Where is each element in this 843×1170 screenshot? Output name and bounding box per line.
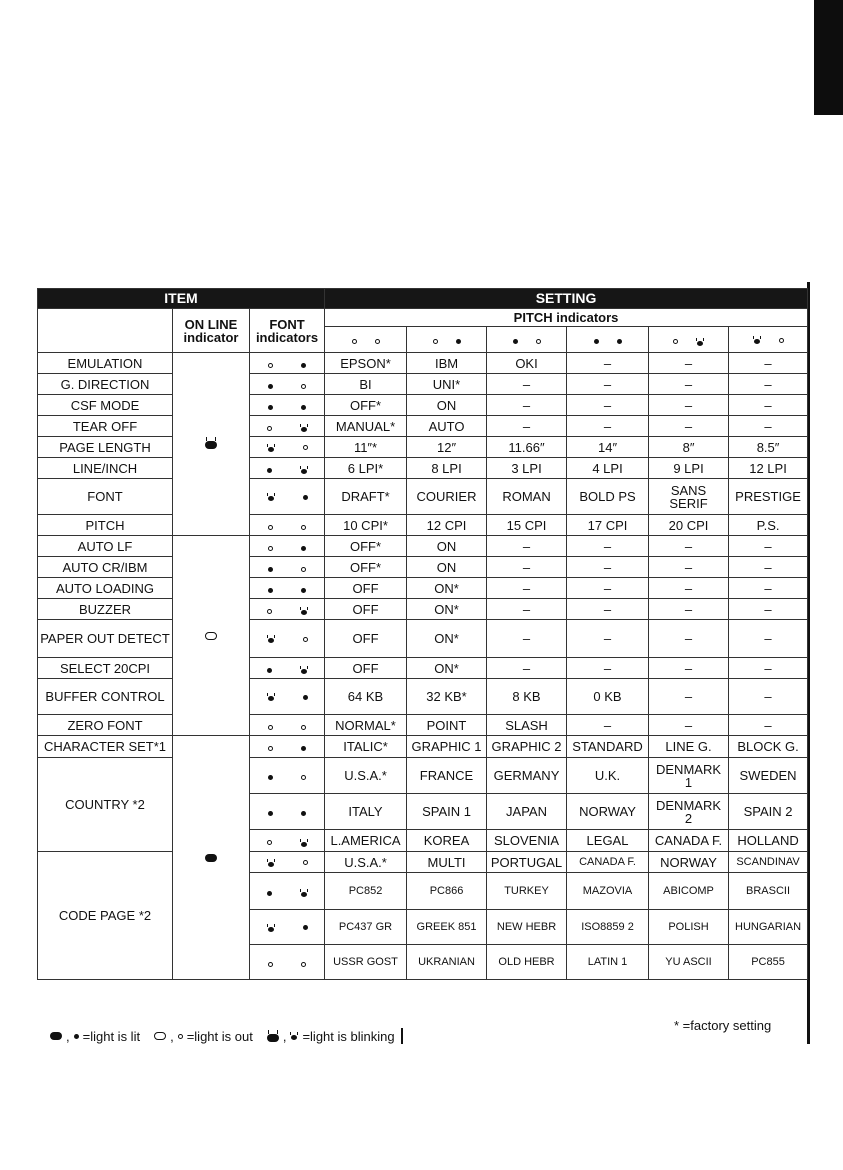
setting-cell: FRANCE (407, 758, 487, 794)
table-row (38, 458, 808, 479)
table-row (38, 599, 808, 620)
setting-cell: NORMAL* (325, 715, 407, 736)
setting-cell: SCANDINAV (729, 852, 808, 873)
setting-cell: TURKEY (487, 873, 567, 910)
setting-cell: – (649, 395, 729, 416)
font-indicator (250, 945, 325, 980)
setting-cell: – (649, 374, 729, 395)
setting-cell: – (567, 620, 649, 658)
setting-cell: STANDARD (567, 736, 649, 758)
lit-dot-icon (74, 1034, 79, 1039)
font-indicator (250, 679, 325, 715)
setting-cell: OFF (325, 599, 407, 620)
setting-cell: GRAPHIC 1 (407, 736, 487, 758)
page-edge-tab (814, 0, 843, 115)
setting-cell: OFF* (325, 536, 407, 557)
lit-symbol-icon (50, 1032, 62, 1040)
setting-cell: ON* (407, 578, 487, 599)
setting-cell: – (487, 620, 567, 658)
setting-cell: – (567, 374, 649, 395)
setting-cell: DRAFT* (325, 479, 407, 515)
setting-cell: – (567, 599, 649, 620)
setting-cell: 14″ (567, 437, 649, 458)
setting-cell: EPSON* (325, 353, 407, 374)
setting-cell: DENMARK 1 (649, 758, 729, 794)
row-label: AUTO LOADING (38, 578, 173, 599)
factory-setting-note: * =factory setting (674, 1018, 772, 1033)
table-row (38, 578, 808, 599)
setting-cell: MULTI (407, 852, 487, 873)
row-label: PAGE LENGTH (38, 437, 173, 458)
setting-cell: SPAIN 2 (729, 794, 808, 830)
setting-cell: – (487, 374, 567, 395)
setting-cell: IBM (407, 353, 487, 374)
table-row (38, 679, 808, 715)
setting-cell: – (649, 536, 729, 557)
setting-cell: COURIER (407, 479, 487, 515)
online-out-indicator (173, 536, 250, 736)
row-label: ZERO FONT (38, 715, 173, 736)
setting-cell: 0 KB (567, 679, 649, 715)
setting-cell: – (567, 658, 649, 679)
setting-cell: UKRANIAN (407, 945, 487, 980)
setting-cell: – (649, 599, 729, 620)
text-cursor-bar (401, 1028, 403, 1044)
setting-cell: – (567, 715, 649, 736)
legend-out: , =light is out (154, 1029, 253, 1044)
row-label: CODE PAGE *2 (38, 852, 173, 980)
setting-cell: – (567, 578, 649, 599)
setting-cell: BRASCII (729, 873, 808, 910)
row-label: PAPER OUT DETECT (38, 620, 173, 658)
setting-cell: SLOVENIA (487, 830, 567, 852)
setting-cell: DENMARK 2 (649, 794, 729, 830)
font-indicator (250, 658, 325, 679)
setting-cell: – (487, 395, 567, 416)
table-row (38, 736, 808, 758)
setting-cell: PC855 (729, 945, 808, 980)
row-label: PITCH (38, 515, 173, 536)
setting-cell: – (649, 658, 729, 679)
pitch-indicators-header: PITCH indicators (325, 309, 808, 327)
online-indicator-header: ON LINE indicator (173, 309, 250, 353)
setting-cell: 20 CPI (649, 515, 729, 536)
setting-cell: ON* (407, 620, 487, 658)
out-symbol-icon (154, 1032, 166, 1040)
setting-cell: CANADA F. (649, 830, 729, 852)
table-row (38, 437, 808, 458)
font-indicator (250, 620, 325, 658)
setting-cell: 9 LPI (649, 458, 729, 479)
table-row (38, 715, 808, 736)
out-dot-icon (178, 1034, 183, 1039)
row-label: FONT (38, 479, 173, 515)
blink-symbol-icon (267, 1030, 279, 1042)
row-label: SELECT 20CPI (38, 658, 173, 679)
setting-cell: UNI* (407, 374, 487, 395)
font-indicator (250, 536, 325, 557)
setting-cell: – (487, 658, 567, 679)
setting-cell: – (649, 620, 729, 658)
setting-cell: – (487, 557, 567, 578)
row-label: CHARACTER SET*1 (38, 736, 173, 758)
setting-cell: – (649, 353, 729, 374)
table-row (38, 620, 808, 658)
setting-cell: LEGAL (567, 830, 649, 852)
setting-cell: – (729, 599, 808, 620)
font-indicator (250, 599, 325, 620)
table-row (38, 852, 808, 873)
online-lit-indicator (173, 736, 250, 980)
row-label: LINE/INCH (38, 458, 173, 479)
setting-cell: ON (407, 557, 487, 578)
legend-out-text: =light is out (186, 1028, 253, 1044)
setting-cell: – (567, 536, 649, 557)
table-row (38, 658, 808, 679)
setting-cell: PC866 (407, 873, 487, 910)
setting-cell: ROMAN (487, 479, 567, 515)
table-row (38, 353, 808, 374)
setting-cell: BOLD PS (567, 479, 649, 515)
setting-cell: 64 KB (325, 679, 407, 715)
setting-cell: PORTUGAL (487, 852, 567, 873)
setting-cell: OFF (325, 578, 407, 599)
font-indicator (250, 437, 325, 458)
legend-blink-text: =light is blinking (302, 1028, 395, 1044)
setting-cell: OFF* (325, 395, 407, 416)
setting-cell: ITALY (325, 794, 407, 830)
setting-cell: – (729, 679, 808, 715)
setting-cell: ON (407, 395, 487, 416)
font-indicator (250, 374, 325, 395)
setting-cell: KOREA (407, 830, 487, 852)
setting-cell: OKI (487, 353, 567, 374)
legend-lit: , =light is lit (50, 1029, 140, 1044)
setting-cell: – (649, 715, 729, 736)
setting-cell: 8.5″ (729, 437, 808, 458)
setting-cell: HOLLAND (729, 830, 808, 852)
font-indicator (250, 758, 325, 794)
setting-cell: U.S.A.* (325, 758, 407, 794)
setting-cell: – (729, 374, 808, 395)
setting-cell: ISO8859 2 (567, 910, 649, 945)
setting-cell: – (649, 679, 729, 715)
setting-cell: – (487, 599, 567, 620)
setting-cell: NORWAY (649, 852, 729, 873)
font-indicators-header: FONT indicators (250, 309, 325, 353)
setting-cell: – (729, 557, 808, 578)
setting-cell: 6 LPI* (325, 458, 407, 479)
font-indicator (250, 458, 325, 479)
pitch-col-2 (407, 327, 487, 353)
setting-cell: 10 CPI* (325, 515, 407, 536)
setting-cell: SWEDEN (729, 758, 808, 794)
setting-cell: – (487, 536, 567, 557)
setting-cell: L.AMERICA (325, 830, 407, 852)
setting-cell: BLOCK G. (729, 736, 808, 758)
setting-cell: – (649, 557, 729, 578)
font-indicator (250, 353, 325, 374)
setting-cell: ON (407, 536, 487, 557)
setting-cell: NORWAY (567, 794, 649, 830)
setting-cell: OFF (325, 658, 407, 679)
row-label: COUNTRY *2 (38, 758, 173, 852)
setting-cell: ON* (407, 658, 487, 679)
setting-cell: CANADA F. (567, 852, 649, 873)
row-label: CSF MODE (38, 395, 173, 416)
setting-cell: MAZOVIA (567, 873, 649, 910)
setting-cell: – (649, 578, 729, 599)
table-row (38, 536, 808, 557)
pitch-col-5 (649, 327, 729, 353)
table-row (38, 557, 808, 578)
font-indicator (250, 395, 325, 416)
setting-cell: – (649, 416, 729, 437)
font-indicator (250, 873, 325, 910)
setting-cell: – (729, 536, 808, 557)
table-row (38, 395, 808, 416)
setting-cell: – (729, 416, 808, 437)
row-label: EMULATION (38, 353, 173, 374)
setting-cell: POINT (407, 715, 487, 736)
setting-cell: 32 KB* (407, 679, 487, 715)
table-row (38, 758, 808, 794)
setting-cell: GERMANY (487, 758, 567, 794)
font-indicator (250, 557, 325, 578)
font-indicator (250, 416, 325, 437)
setting-cell: – (729, 578, 808, 599)
setting-cell: P.S. (729, 515, 808, 536)
setting-cell: – (729, 620, 808, 658)
setting-cell: 11.66″ (487, 437, 567, 458)
setting-cell: 12″ (407, 437, 487, 458)
setting-cell: SLASH (487, 715, 567, 736)
font-indicator (250, 578, 325, 599)
font-indicator (250, 736, 325, 758)
font-indicator (250, 830, 325, 852)
font-indicator (250, 515, 325, 536)
setting-cell: 15 CPI (487, 515, 567, 536)
pitch-col-1 (325, 327, 407, 353)
row-label: BUZZER (38, 599, 173, 620)
legend-blink: , =light is blinking (267, 1028, 403, 1044)
pitch-col-3 (487, 327, 567, 353)
setting-cell: – (729, 658, 808, 679)
font-indicator (250, 910, 325, 945)
online-blinking-indicator (173, 353, 250, 536)
blink-dot-icon (290, 1032, 298, 1040)
setting-cell: LATIN 1 (567, 945, 649, 980)
setting-cell: 8 LPI (407, 458, 487, 479)
setting-cell: 12 CPI (407, 515, 487, 536)
setting-cell: GREEK 851 (407, 910, 487, 945)
setting-cell: OFF* (325, 557, 407, 578)
setting-cell: 12 LPI (729, 458, 808, 479)
setting-cell: LINE G. (649, 736, 729, 758)
item-header: ITEM (38, 289, 325, 309)
setting-cell: U.K. (567, 758, 649, 794)
setting-cell: JAPAN (487, 794, 567, 830)
setting-cell: PC437 GR (325, 910, 407, 945)
setting-cell: YU ASCII (649, 945, 729, 980)
legend (50, 1028, 417, 1044)
setting-cell: AUTO (407, 416, 487, 437)
setting-cell: OLD HEBR (487, 945, 567, 980)
row-label: BUFFER CONTROL (38, 679, 173, 715)
setting-cell: NEW HEBR (487, 910, 567, 945)
setting-cell: – (487, 416, 567, 437)
setting-cell: U.S.A.* (325, 852, 407, 873)
setting-cell: USSR GOST (325, 945, 407, 980)
row-label: TEAR OFF (38, 416, 173, 437)
settings-table (37, 288, 808, 980)
setting-cell: – (567, 557, 649, 578)
setting-cell: – (729, 715, 808, 736)
setting-cell: MANUAL* (325, 416, 407, 437)
setting-cell: HUNGARIAN (729, 910, 808, 945)
table-row (38, 515, 808, 536)
setting-cell: POLISH (649, 910, 729, 945)
table-row (38, 374, 808, 395)
setting-cell: SANS SERIF (649, 479, 729, 515)
setting-cell: 8″ (649, 437, 729, 458)
setting-cell: – (567, 353, 649, 374)
setting-cell: ABICOMP (649, 873, 729, 910)
legend-lit-text: =light is lit (82, 1028, 141, 1044)
setting-cell: PRESTIGE (729, 479, 808, 515)
setting-cell: – (567, 395, 649, 416)
setting-cell: 4 LPI (567, 458, 649, 479)
table-row (38, 479, 808, 515)
pitch-col-4 (567, 327, 649, 353)
setting-cell: ON* (407, 599, 487, 620)
font-indicator (250, 715, 325, 736)
setting-cell: 17 CPI (567, 515, 649, 536)
pitch-col-6 (729, 327, 808, 353)
setting-cell: GRAPHIC 2 (487, 736, 567, 758)
font-indicator (250, 852, 325, 873)
setting-cell: – (729, 353, 808, 374)
setting-cell: – (729, 395, 808, 416)
setting-cell: 3 LPI (487, 458, 567, 479)
font-indicator (250, 794, 325, 830)
setting-cell: 11″* (325, 437, 407, 458)
setting-cell: BI (325, 374, 407, 395)
setting-header: SETTING (325, 289, 808, 309)
setting-cell: – (487, 578, 567, 599)
setting-cell: SPAIN 1 (407, 794, 487, 830)
row-label: G. DIRECTION (38, 374, 173, 395)
setting-cell: OFF (325, 620, 407, 658)
setting-cell: 8 KB (487, 679, 567, 715)
setting-cell: – (567, 416, 649, 437)
row-label: AUTO LF (38, 536, 173, 557)
row-label: AUTO CR/IBM (38, 557, 173, 578)
setting-cell: ITALIC* (325, 736, 407, 758)
table-row (38, 416, 808, 437)
font-indicator (250, 479, 325, 515)
setting-cell: PC852 (325, 873, 407, 910)
